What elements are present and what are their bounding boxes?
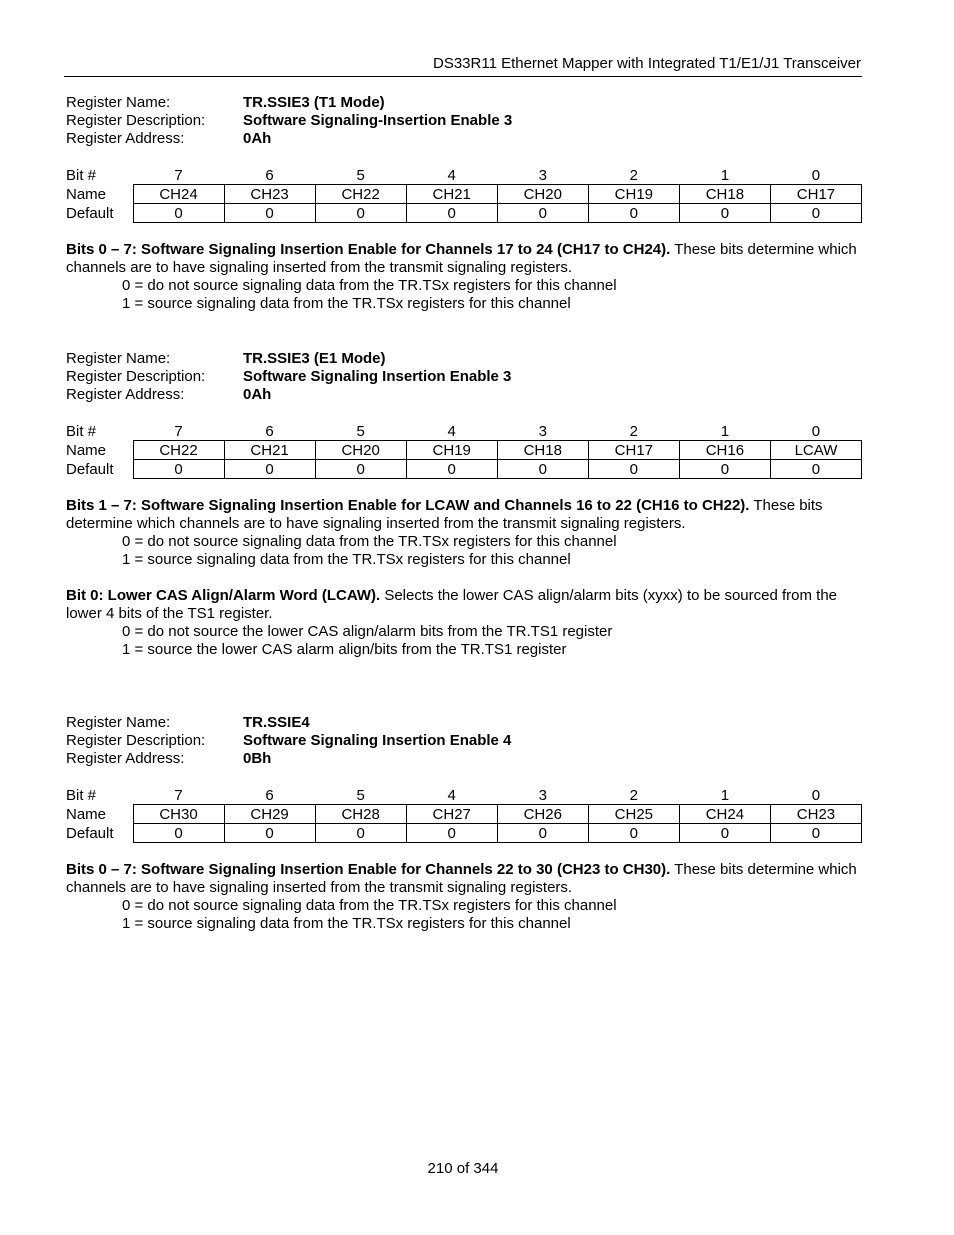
bit-name-cell: CH29: [224, 805, 315, 824]
paragraph-gap: [66, 569, 862, 587]
default-value-cell: 0: [224, 824, 315, 843]
bit-number-row: [66, 786, 862, 805]
register-name-label: Register Name:: [66, 714, 171, 731]
bit-table: [66, 166, 862, 223]
bit-name-cell: CH18: [497, 441, 588, 460]
bit-table: [66, 422, 862, 479]
bit-number: 3: [538, 786, 547, 804]
bit-name-cell: CH17: [588, 441, 679, 460]
bit-name-cell: CH22: [133, 441, 224, 460]
bit-description: [66, 497, 862, 659]
register-address-label: Register Address:: [66, 386, 185, 403]
description-paragraph: [66, 587, 862, 623]
bit-number: 0: [811, 422, 821, 440]
default-value-cell: 0: [497, 204, 588, 223]
bit-name-cell: CH18: [679, 185, 770, 204]
default-value-cell: 0: [406, 460, 497, 479]
register-block-tr-ssie3-t1: [66, 94, 862, 313]
bit-number: 3: [538, 422, 547, 440]
bit-name-cell: LCAW: [770, 441, 861, 460]
description-text: These bits determine which channels are to have signaling inserted from the transmit signaling registers.: [66, 497, 823, 532]
bit-number: 3: [538, 166, 547, 184]
bit-name-cell: CH19: [406, 441, 497, 460]
name-row-label: Name: [66, 805, 107, 823]
description-text: Selects the lower CAS align/alarm bits (xyxx) to be sourced from the lower 4 bits of the TS1 register.: [66, 587, 838, 622]
register-address-label: Register Address:: [66, 130, 185, 147]
description-heading: Bits 0 – 7: Software Signaling Insertion Enable for Channels 17 to 24 (CH17 to CH24).: [66, 241, 671, 258]
bit-name-cell: CH22: [315, 185, 406, 204]
bit-description: [66, 241, 862, 313]
bit-name-cell: CH30: [133, 805, 224, 824]
description-text: These bits determine which channels are to have signaling inserted from the transmit signaling registers.: [66, 861, 857, 896]
register-block-tr-ssie3-e1: [66, 350, 862, 659]
bit-row-label: Bit #: [66, 786, 97, 804]
bit-number: 0: [811, 166, 821, 184]
bit-name-cell: CH17: [770, 185, 861, 204]
register-description-value: Software Signaling Insertion Enable 3: [243, 368, 512, 385]
default-value-cell: 0: [679, 204, 770, 223]
bit-number: 6: [265, 166, 274, 184]
register-name-value: TR.SSIE3 (T1 Mode): [243, 94, 385, 111]
header-divider: [64, 76, 862, 77]
bit-row-label: Bit #: [66, 166, 97, 184]
register-name-value: TR.SSIE4: [243, 714, 310, 731]
default-value-cell: 0: [133, 824, 224, 843]
bit-name-cell: CH23: [224, 185, 315, 204]
bit-number: 6: [265, 422, 274, 440]
option-line: 0 = do not source signaling data from the TR.TSx registers for this channel: [122, 897, 617, 914]
description-heading: Bits 1 – 7: Software Signaling Insertion Enable for LCAW and Channels 16 to 22 (CH16 to CH22).: [66, 497, 750, 514]
register-name-label: Register Name:: [66, 94, 171, 111]
description-heading: Bit 0: Lower CAS Align/Alarm Word (LCAW).: [66, 587, 381, 604]
bit-name-cell: CH24: [679, 805, 770, 824]
default-value-cell: 0: [770, 460, 861, 479]
bit-name-cell: CH26: [497, 805, 588, 824]
bit-number: 2: [629, 166, 639, 184]
default-value-cell: 0: [679, 824, 770, 843]
bit-number: 4: [447, 786, 456, 804]
option-line: 1 = source signaling data from the TR.TSx registers for this channel: [122, 551, 571, 568]
bit-number: 0: [811, 786, 821, 804]
page-number: 210 of 344: [427, 1160, 499, 1177]
description-text: These bits determine which channels are to have signaling inserted from the transmit signaling registers.: [66, 241, 857, 276]
register-address-value: 0Ah: [243, 386, 272, 403]
default-row-label: Default: [66, 204, 114, 222]
default-value-cell: 0: [315, 204, 406, 223]
bit-number: 2: [629, 786, 639, 804]
default-value-cell: 0: [770, 824, 861, 843]
default-value-cell: 0: [315, 824, 406, 843]
bit-name-cell: CH27: [406, 805, 497, 824]
default-row: [66, 204, 862, 223]
name-row-label: Name: [66, 441, 107, 459]
default-value-cell: 0: [497, 460, 588, 479]
bit-number: 5: [356, 786, 365, 804]
default-value-cell: 0: [588, 204, 679, 223]
bit-name-cell: CH19: [588, 185, 679, 204]
default-value-cell: 0: [497, 824, 588, 843]
default-value-cell: 0: [406, 824, 497, 843]
default-value-cell: 0: [224, 460, 315, 479]
register-description-label: Register Description:: [66, 368, 206, 385]
option-line: 1 = source signaling data from the TR.TSx registers for this channel: [122, 915, 571, 932]
register-address-label: Register Address:: [66, 750, 185, 767]
option-line: 1 = source signaling data from the TR.TSx registers for this channel: [122, 295, 571, 312]
default-value-cell: 0: [406, 204, 497, 223]
bit-number: 1: [720, 166, 730, 184]
default-value-cell: 0: [315, 460, 406, 479]
bit-number: 4: [447, 422, 456, 440]
bit-row-label: Bit #: [66, 422, 97, 440]
bit-name-row: [66, 805, 862, 824]
bit-name-cell: CH21: [224, 441, 315, 460]
default-row: [66, 460, 862, 479]
name-row-label: Name: [66, 185, 107, 203]
description-paragraph: [66, 241, 862, 277]
default-value-cell: 0: [770, 204, 861, 223]
bit-name-cell: CH16: [679, 441, 770, 460]
bit-name-cell: CH24: [133, 185, 224, 204]
bit-description: [66, 861, 862, 933]
bit-name-cell: CH21: [406, 185, 497, 204]
default-row-label: Default: [66, 824, 114, 842]
bit-table: [66, 786, 862, 843]
bit-number: 2: [629, 422, 639, 440]
bit-number: 7: [174, 166, 183, 184]
option-line: 0 = do not source signaling data from the TR.TSx registers for this channel: [122, 277, 617, 294]
bit-number: 7: [174, 786, 183, 804]
description-paragraph: [66, 497, 862, 533]
register-block-tr-ssie4: [66, 714, 862, 933]
bit-number: 7: [174, 422, 183, 440]
register-description-label: Register Description:: [66, 732, 206, 749]
bit-number: 1: [720, 422, 730, 440]
page-header: DS33R11 Ethernet Mapper with Integrated T1/E1/J1 Transceiver: [432, 55, 861, 72]
register-description-label: Register Description:: [66, 112, 206, 129]
bit-name-cell: CH25: [588, 805, 679, 824]
option-line: 1 = source the lower CAS alarm align/bits from the TR.TS1 register: [122, 641, 567, 658]
register-address-value: 0Ah: [243, 130, 272, 147]
register-description-value: Software Signaling Insertion Enable 4: [243, 732, 512, 749]
bit-number: 5: [356, 422, 365, 440]
register-name-label: Register Name:: [66, 350, 171, 367]
register-name-value: TR.SSIE3 (E1 Mode): [243, 350, 386, 367]
default-value-cell: 0: [224, 204, 315, 223]
bit-number: 6: [265, 786, 274, 804]
register-description-value: Software Signaling-Insertion Enable 3: [243, 112, 513, 129]
description-heading: Bits 0 – 7: Software Signaling Insertion Enable for Channels 22 to 30 (CH23 to CH30).: [66, 861, 671, 878]
option-line: 0 = do not source signaling data from the TR.TSx registers for this channel: [122, 533, 617, 550]
bit-number: 1: [720, 786, 730, 804]
default-value-cell: 0: [133, 460, 224, 479]
bit-name-cell: CH20: [497, 185, 588, 204]
default-value-cell: 0: [133, 204, 224, 223]
option-line: 0 = do not source the lower CAS align/alarm bits from the TR.TS1 register: [122, 623, 613, 640]
default-value-cell: 0: [679, 460, 770, 479]
default-row-label: Default: [66, 460, 114, 478]
register-address-value: 0Bh: [243, 750, 272, 767]
bit-name-cell: CH20: [315, 441, 406, 460]
default-value-cell: 0: [588, 824, 679, 843]
bit-name-row: [66, 185, 862, 204]
bit-name-cell: CH28: [315, 805, 406, 824]
default-value-cell: 0: [588, 460, 679, 479]
bit-number-row: [66, 166, 862, 185]
description-paragraph: [66, 861, 862, 897]
bit-name-cell: CH23: [770, 805, 861, 824]
bit-name-row: [66, 441, 862, 460]
bit-number-row: [66, 422, 862, 441]
default-row: [66, 824, 862, 843]
bit-number: 5: [356, 166, 365, 184]
bit-number: 4: [447, 166, 456, 184]
